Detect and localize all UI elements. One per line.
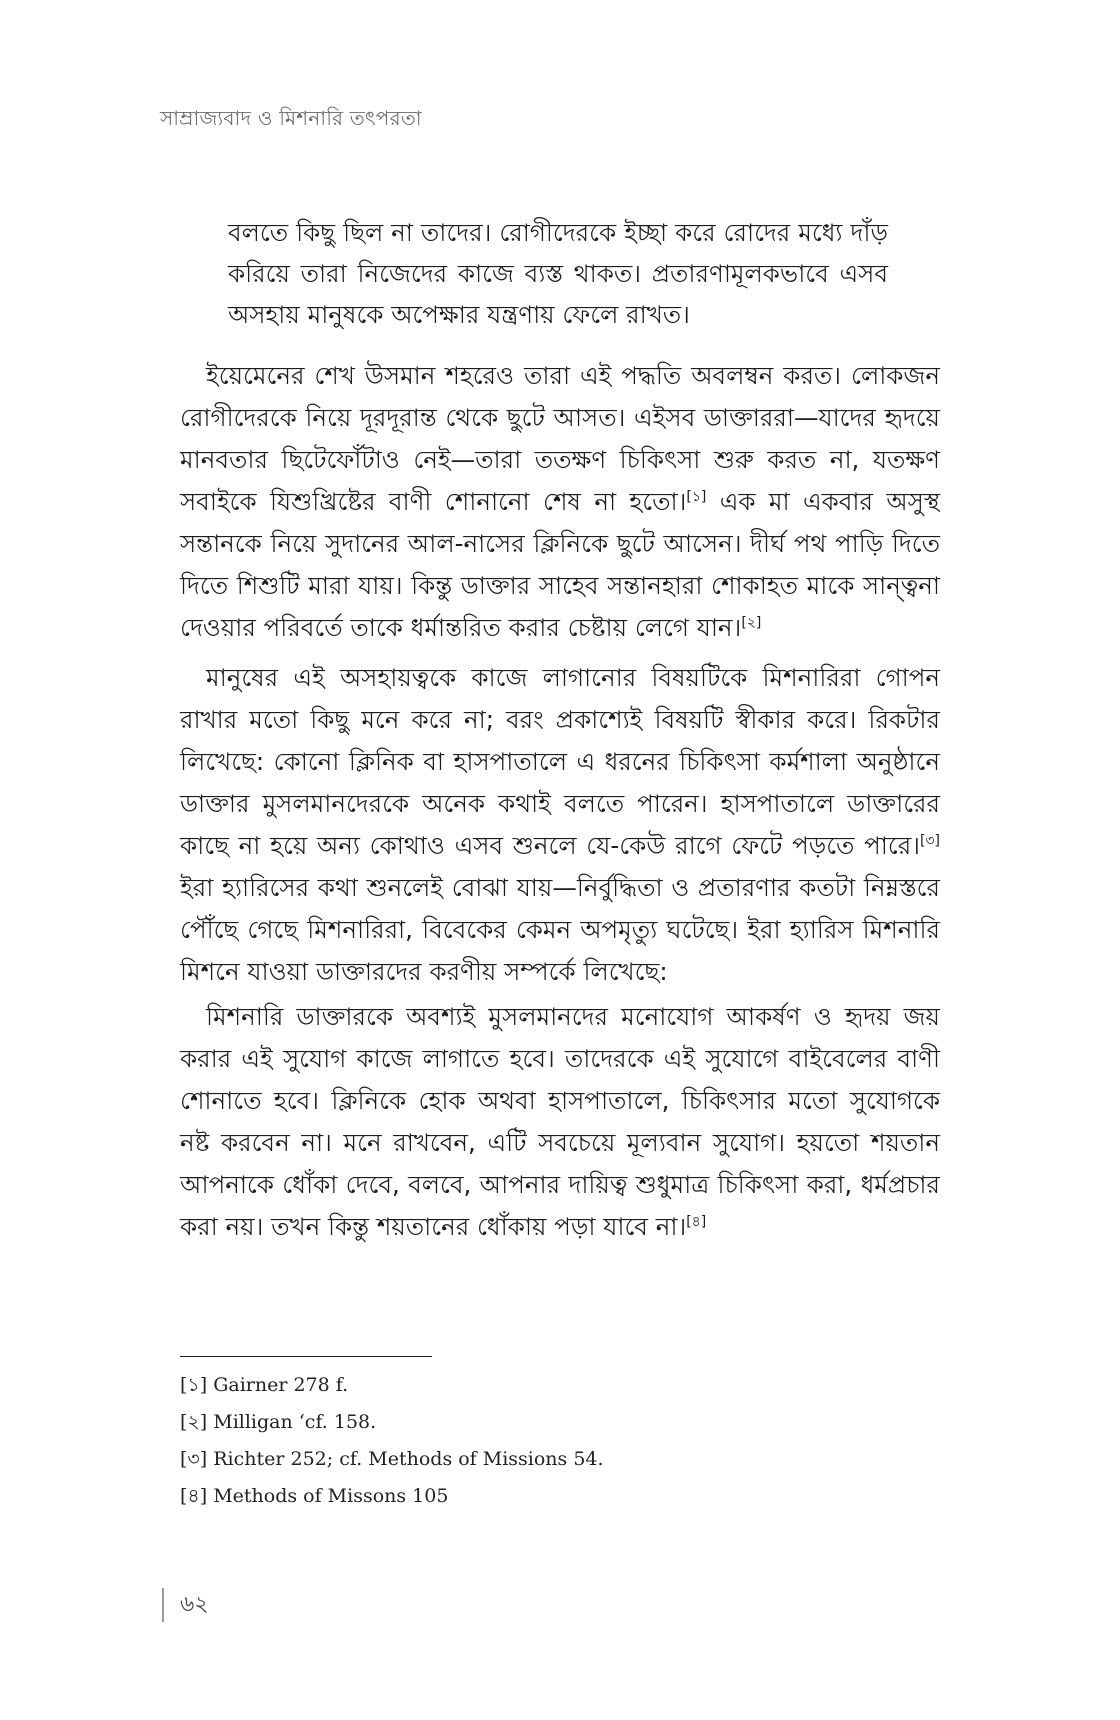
page-number: ৬২ (162, 1588, 209, 1622)
footnote-ref-2[interactable]: [২] (741, 614, 762, 631)
footnotes-list (180, 1367, 880, 1515)
paragraph-2-text-a: মানুষের এই অসহায়ত্বকে কাজে লাগানোর বিষয়টিকে মিশনারিরা গোপন রাখার মতো কিছু মনে করে না; বরং প্রকাশ্যেই বিষয়টি স্বীকার করে। রিকটার লিখেছে: কোনো ক্লিনিক বা হাসপাতালে এ ধরনের চিকিৎসা কর্মশালা অনুষ্ঠানে ডাক্তার মুসলমানদেরকে অনেক কথাই বলতে পারেন। হাসপাতালে ডাক্তারের কাছে না হয়ে অন্য কোথাও এসব শুনলে যে-কেউ রাগে ফেটে পড়তে পারে। (180, 663, 940, 860)
footnote-item (180, 1404, 880, 1441)
footnote-marker: [৪] (180, 1485, 208, 1507)
footnote-text: Richter 252; cf. Methods of Missions 54. (213, 1448, 604, 1470)
footnote-marker: [২] (180, 1411, 208, 1433)
footnote-marker: [৩] (180, 1448, 208, 1470)
footnote-ref-4[interactable]: [৪] (686, 1213, 707, 1230)
footnote-text: Milligan ‘cf. 158. (213, 1411, 377, 1433)
footnote-item (180, 1441, 880, 1478)
footnote-marker: [১] (180, 1374, 208, 1396)
paragraph-3 (180, 996, 940, 1248)
paragraph-3-text-a: মিশনারি ডাক্তারকে অবশ্যই মুসলমানদের মনোযোগ আকর্ষণ ও হৃদয় জয় করার এই সুযোগ কাজে লাগাতে হবে। তাদেরকে এই সুযোগে বাইবেলের বাণী শোনাতে হবে। ক্লিনিকে হোক অথবা হাসপাতালে, চিকিৎসার মতো সুযোগকে নষ্ট করবেন না। মনে রাখবেন, এটি সবচেয়ে মূল্যবান সুযোগ। হয়তো শয়তান আপনাকে ধোঁকা দেবে, বলবে, আপনার দায়িত্ব শুধুমাত্র চিকিৎসা করা, ধর্মপ্রচার করা নয়। তখন কিন্তু শয়তানের ধোঁকায় পড়া যাবে না। (180, 1002, 940, 1241)
footnote-item (180, 1367, 880, 1404)
block-quote: বলতে কিছু ছিল না তাদের। রোগীদেরকে ইচ্ছা করে রোদের মধ্যে দাঁড় করিয়ে তারা নিজেদের কাজে ব্যস্ত থাকত। প্রতারণামূলকভাবে এসব অসহায় মানুষকে অপেক্ষার যন্ত্রণায় ফেলে রাখত। (228, 218, 888, 329)
paragraph-1-text-a: ইয়েমেনের শেখ উসমান শহরেও তারা এই পদ্ধতি অবলম্বন করত। লোকজন রোগীদেরকে নিয়ে দূরদূরান্ত থেকে ছুটে আসত। এইসব ডাক্তাররা—যাদের হৃদয়ে মানবতার ছিটেফোঁটাও নেই—তারা ততক্ষণ চিকিৎসা শুরু করত না, যতক্ষণ সবাইকে যিশুখ্রিষ্টের বাণী শোনানো শেষ না হতো। (180, 361, 940, 516)
footnote-ref-3[interactable]: [৩] (919, 832, 940, 849)
paragraph-1-text-b: এক মা একবার অসুস্থ সন্তানকে নিয়ে সুদানের আল-নাসের ক্লিনিকে ছুটে আসেন। দীর্ঘ পথ পাড়ি দিতে দিতে শিশুটি মারা যায়। কিন্তু ডাক্তার সাহেব সন্তানহারা শোকাহত মাকে সান্ত্বনা দেওয়ার পরিবর্তে তাকে ধর্মান্তরিত করার চেষ্টায় লেগে যান। (180, 487, 940, 642)
running-header-title: সাম্রাজ্যবাদ ও মিশনারি তৎপরতা (160, 106, 422, 130)
paragraph-1 (180, 355, 940, 649)
footnote-item (180, 1478, 880, 1515)
footnote-divider (180, 1356, 432, 1357)
paragraph-2 (180, 657, 940, 993)
footnote-ref-1[interactable]: [১] (686, 488, 707, 505)
footnote-text: Methods of Missons 105 (213, 1485, 449, 1507)
paragraph-2-text-b: ইরা হ্যারিসের কথা শুনলেই বোঝা যায়—নির্বুদ্ধিতা ও প্রতারণার কতটা নিম্নস্তরে পৌঁছে গেছে মিশনারিরা, বিবেকের কেমন অপমৃত্যু ঘটেছে। ইরা হ্যারিস মিশনারি মিশনে যাওয়া ডাক্তারদের করণীয় সম্পর্কে লিখেছে: (180, 873, 940, 986)
footnote-text: Gairner 278 f. (213, 1374, 349, 1396)
